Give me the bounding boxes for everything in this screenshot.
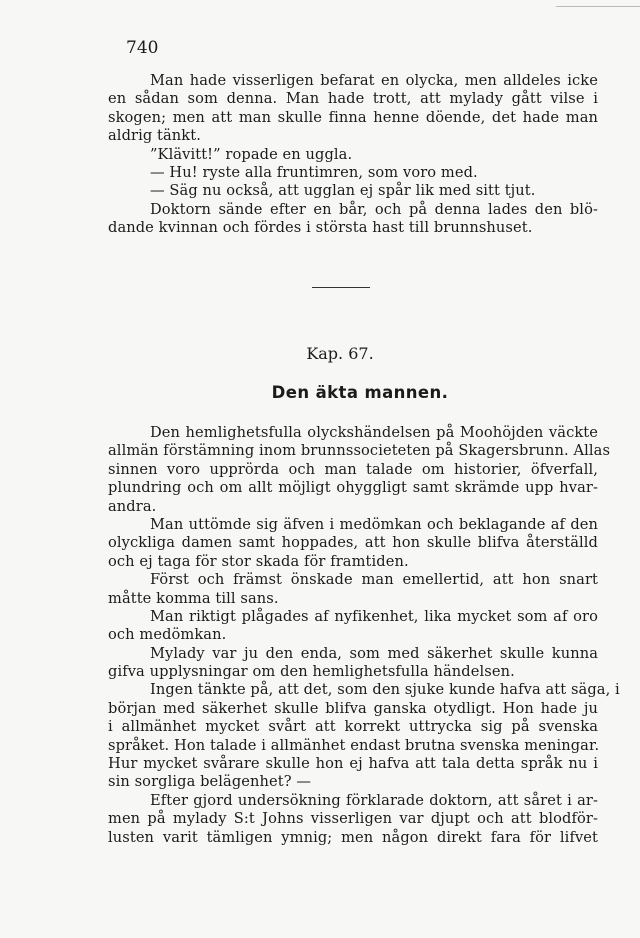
- chapter-title: Den äkta mannen.: [271, 383, 449, 402]
- text-line: och medömkan.: [108, 626, 227, 644]
- text-line: Ingen tänkte på, att det, som den sjuke kunde hafva att säga, i: [150, 681, 620, 699]
- text-line: Först och främst önskade man emellertid, att hon snart: [150, 571, 598, 589]
- text-line: i allmänhet mycket svårt att korrekt uttrycka sig på svenska: [108, 718, 598, 736]
- text-line: och ej taga för stor skada för framtiden.: [108, 552, 409, 570]
- text-line: Den hemlighetsfulla olyckshändelsen på Moohöjden väckte: [150, 424, 598, 441]
- chapter-label: Kap. 67.: [306, 344, 374, 363]
- text-line: gifva upplysningar om den hemlighetsfulla händelsen.: [108, 663, 515, 681]
- page-number: 740: [126, 38, 159, 58]
- scan-edge-line: [556, 6, 640, 7]
- text-line: olyckliga damen samt hoppades, att hon skulle blifva återställd: [108, 534, 598, 552]
- text-line: Man hade visserligen befarat en olycka, men alldeles icke: [150, 72, 598, 89]
- text-line: allmän förstämning inom brunnssocieteten på Skagersbrunn. Allas: [108, 442, 611, 460]
- text-line: en sådan som denna. Man hade trott, att mylady gått vilse i: [108, 90, 598, 108]
- text-line: Hur mycket svårare skulle hon ej hafva att tala detta språk nu i: [108, 755, 598, 773]
- text-line: Mylady var ju den enda, som med säkerhet skulle kunna: [150, 644, 598, 662]
- text-section-before: [108, 72, 598, 238]
- text-line: Man riktigt plågades af nyfikenhet, lika mycket som af oro: [150, 607, 598, 625]
- text-line: men på mylady S:t Johns visserligen var djupt och att blodför-: [108, 810, 598, 828]
- text-line: lusten varit tämligen ymnig; men någon direkt fara för lifvet: [108, 828, 598, 846]
- text-line: Doktorn sände efter en bår, och på denna lades den blö-: [150, 200, 598, 218]
- text-line: början med säkerhet skulle blifva ganska otydligt. Hon hade ju: [108, 699, 598, 717]
- text-line: dande kvinnan och fördes i största hast till brunnshuset.: [108, 219, 533, 237]
- section-divider: [312, 287, 370, 288]
- text-line: måtte komma till sans.: [108, 589, 279, 607]
- text-line: andra.: [108, 497, 157, 515]
- text-line: sinnen voro upprörda och man talade om historier, öfverfall,: [108, 460, 598, 478]
- text-line: — Hu! ryste alla fruntimren, som voro med.: [150, 163, 478, 181]
- text-line: språket. Hon talade i allmänhet endast brutna svenska meningar.: [108, 736, 600, 754]
- text-section-after: [108, 424, 620, 847]
- text-line: ”Klävitt!” ropade en uggla.: [150, 145, 353, 163]
- text-line: plundring och om allt möjligt ohyggligt samt skrämde upp hvar-: [108, 479, 598, 497]
- text-line: skogen; men att man skulle finna henne döende, det hade man: [108, 108, 598, 126]
- text-line: aldrig tänkt.: [108, 127, 201, 145]
- text-line: Efter gjord undersökning förklarade doktorn, att såret i ar-: [150, 791, 598, 809]
- text-line: — Säg nu också, att ugglan ej spår lik med sitt tjut.: [150, 182, 536, 200]
- text-line: sin sorgliga belägenhet? —: [108, 773, 312, 791]
- text-line: Man uttömde sig äfven i medömkan och beklagande af den: [150, 515, 598, 533]
